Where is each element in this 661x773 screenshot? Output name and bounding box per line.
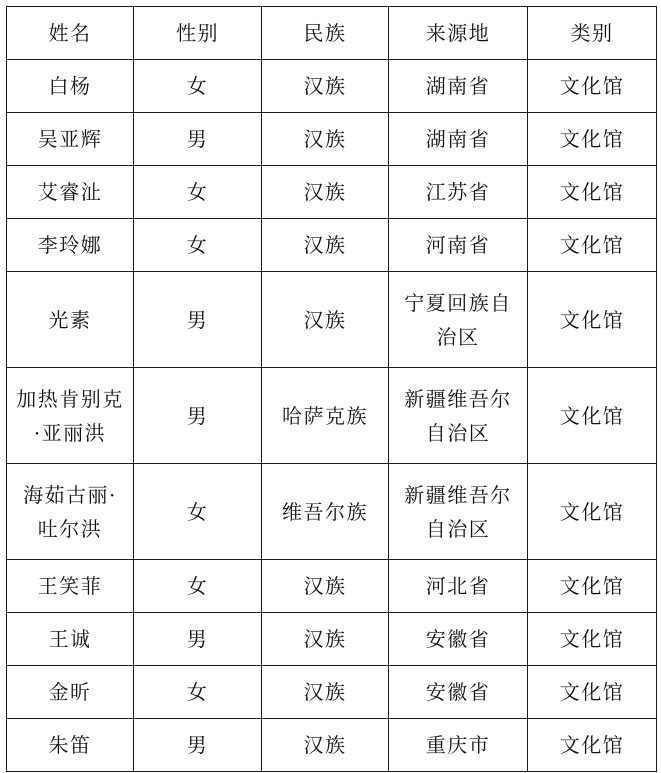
cell-origin: 河北省: [389, 560, 528, 613]
table-header-row: [7, 7, 657, 60]
cell-category: 文化馆: [528, 113, 657, 166]
cell-origin: 安徽省: [389, 613, 528, 666]
cell-name: 艾睿沚: [7, 166, 134, 219]
table-row: [7, 219, 657, 272]
cell-ethnicity: 汉族: [262, 719, 389, 772]
cell-origin: 河南省: [389, 219, 528, 272]
header-category: 类别: [528, 7, 657, 60]
cell-origin: 湖南省: [389, 113, 528, 166]
cell-category: 文化馆: [528, 464, 657, 560]
cell-ethnicity: 维吾尔族: [262, 464, 389, 560]
cell-name: 加热肯别克·亚丽洪: [7, 368, 134, 464]
personnel-table: [6, 6, 657, 772]
table-row: [7, 113, 657, 166]
cell-name: 王诚: [7, 613, 134, 666]
table-row: [7, 272, 657, 368]
cell-ethnicity: 汉族: [262, 113, 389, 166]
cell-name: 李玲娜: [7, 219, 134, 272]
cell-origin: 江苏省: [389, 166, 528, 219]
cell-gender: 女: [134, 60, 262, 113]
header-ethnicity: 民族: [262, 7, 389, 60]
cell-category: 文化馆: [528, 60, 657, 113]
cell-ethnicity: 哈萨克族: [262, 368, 389, 464]
cell-ethnicity: 汉族: [262, 613, 389, 666]
cell-origin: 新疆维吾尔自治区: [389, 464, 528, 560]
cell-name: 光素: [7, 272, 134, 368]
cell-category: 文化馆: [528, 166, 657, 219]
cell-gender: 男: [134, 368, 262, 464]
cell-ethnicity: 汉族: [262, 166, 389, 219]
cell-name: 白杨: [7, 60, 134, 113]
table-row: [7, 613, 657, 666]
cell-gender: 女: [134, 166, 262, 219]
cell-origin: 湖南省: [389, 60, 528, 113]
cell-origin: 重庆市: [389, 719, 528, 772]
cell-gender: 男: [134, 613, 262, 666]
cell-category: 文化馆: [528, 666, 657, 719]
cell-ethnicity: 汉族: [262, 666, 389, 719]
header-gender: 性别: [134, 7, 262, 60]
cell-origin: 宁夏回族自治区: [389, 272, 528, 368]
cell-origin: 新疆维吾尔自治区: [389, 368, 528, 464]
cell-gender: 男: [134, 113, 262, 166]
cell-name: 朱笛: [7, 719, 134, 772]
cell-gender: 男: [134, 272, 262, 368]
table-row: [7, 666, 657, 719]
cell-name: 王笑菲: [7, 560, 134, 613]
table-row: [7, 166, 657, 219]
table-row: [7, 368, 657, 464]
header-name: 姓名: [7, 7, 134, 60]
cell-gender: 女: [134, 666, 262, 719]
cell-gender: 女: [134, 464, 262, 560]
cell-category: 文化馆: [528, 272, 657, 368]
cell-category: 文化馆: [528, 560, 657, 613]
cell-gender: 男: [134, 719, 262, 772]
cell-name: 吴亚辉: [7, 113, 134, 166]
cell-origin: 安徽省: [389, 666, 528, 719]
cell-category: 文化馆: [528, 219, 657, 272]
header-origin: 来源地: [389, 7, 528, 60]
table-row: [7, 560, 657, 613]
cell-gender: 女: [134, 219, 262, 272]
cell-name: 海茹古丽·吐尔洪: [7, 464, 134, 560]
cell-gender: 女: [134, 560, 262, 613]
cell-category: 文化馆: [528, 368, 657, 464]
table-row: [7, 464, 657, 560]
table-row: [7, 719, 657, 772]
cell-ethnicity: 汉族: [262, 560, 389, 613]
table-row: [7, 60, 657, 113]
cell-ethnicity: 汉族: [262, 272, 389, 368]
cell-ethnicity: 汉族: [262, 60, 389, 113]
cell-ethnicity: 汉族: [262, 219, 389, 272]
cell-name: 金昕: [7, 666, 134, 719]
cell-category: 文化馆: [528, 719, 657, 772]
cell-category: 文化馆: [528, 613, 657, 666]
